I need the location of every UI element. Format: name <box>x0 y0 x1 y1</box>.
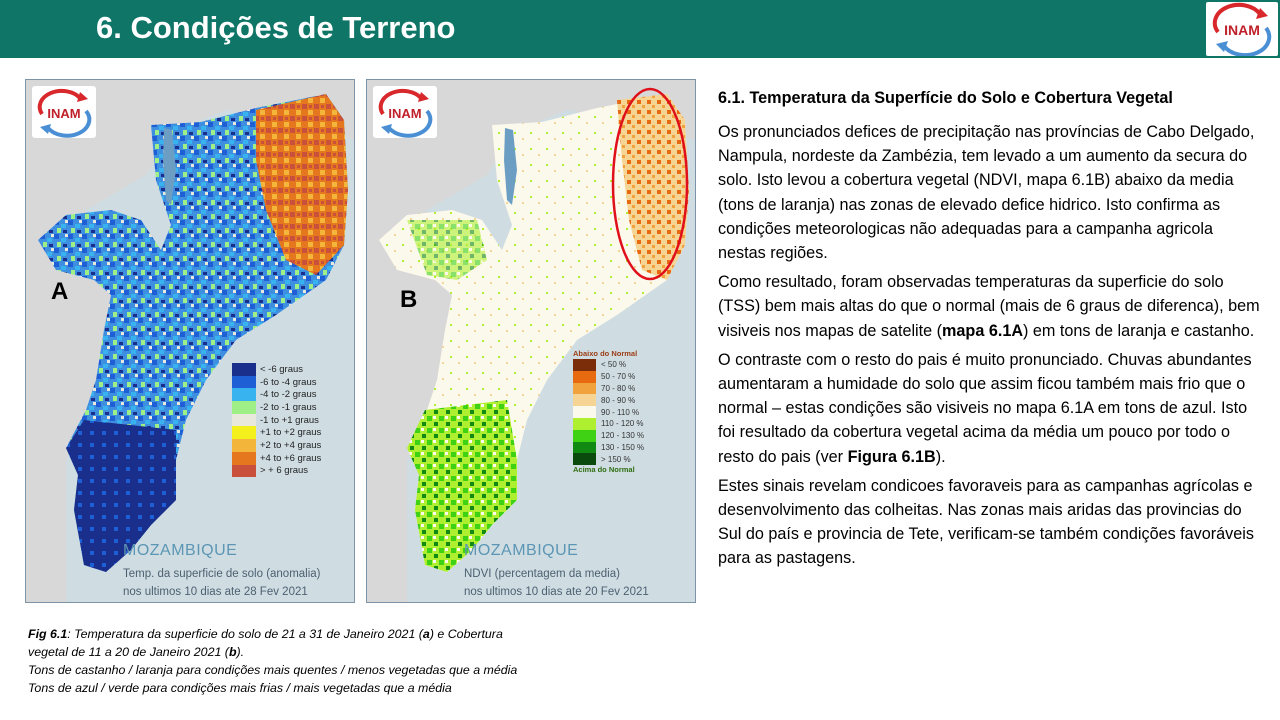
legend-label: 70 - 80 % <box>601 383 636 393</box>
legend-swatch <box>232 439 256 452</box>
text-column <box>718 89 1263 576</box>
legend-label: 50 - 70 % <box>601 372 636 382</box>
legend-swatch <box>232 426 256 439</box>
paragraph-text: ). <box>935 447 946 466</box>
legend-row <box>573 418 678 430</box>
legend-swatch <box>573 430 596 442</box>
legend-row <box>232 465 344 478</box>
map-a-logo-text: INAM <box>47 106 81 121</box>
section-heading: 6.1. Temperatura da Superfície do Solo e Cobertura Vegetal <box>718 89 1173 107</box>
caption-line: Tons de azul / verde para condições mais frias / mais vegetadas que a média <box>28 681 452 695</box>
legend-row <box>232 414 344 427</box>
page-title: 6. Condições de Terreno <box>96 10 456 45</box>
paragraph-text: ) em tons de laranja e castanho. <box>1023 321 1255 340</box>
legend-swatch <box>573 394 596 406</box>
paragraph-4: Estes sinais revelam condicoes favoraveis para as campanhas agrícolas e desenvolvimento das colheitas. Nas zonas mais aridas das provincias do Sul do país e provincia de Tete, verificam-se também condições favoráveis para as pastagens. <box>718 476 1254 568</box>
paragraph-bold: mapa 6.1A <box>942 321 1024 340</box>
legend-label: 120 - 130 % <box>601 431 645 441</box>
map-b-panel <box>366 79 696 603</box>
legend-label: +2 to +4 graus <box>260 439 322 451</box>
caption-ref-b: b <box>228 645 237 659</box>
legend-label: 80 - 90 % <box>601 395 636 405</box>
legend-row <box>573 430 678 442</box>
legend-swatch <box>573 359 596 371</box>
legend-swatch <box>573 406 596 418</box>
map-a-panel <box>25 79 355 603</box>
map-a-caption-line2: nos ultimos 10 dias ate 28 Fev 2021 <box>123 586 308 598</box>
legend-swatch <box>573 442 596 454</box>
legend-label: > 150 % <box>601 454 631 464</box>
legend-swatch <box>232 388 256 401</box>
legend-row <box>232 363 344 376</box>
caption-line <box>28 643 628 661</box>
legend-row <box>573 453 678 465</box>
legend-row <box>232 452 344 465</box>
legend-label: +4 to +6 graus <box>260 452 322 464</box>
legend-row <box>232 401 344 414</box>
figure-caption <box>28 625 628 697</box>
caption-text: : Temperatura da superficie do solo de 21 a 31 de Janeiro 2021 ( <box>67 627 423 641</box>
legend-label: +1 to +2 graus <box>260 427 322 439</box>
map-b-caption-line2: nos ultimos 10 dias ate 20 Fev 2021 <box>464 586 649 598</box>
paragraph-2 <box>718 270 1263 343</box>
legend-label: -2 to -1 graus <box>260 401 317 413</box>
paragraph-1: Os pronunciados defices de precipitação nas províncias de Cabo Delgado, Nampula, nordeste da Zambézia, tem levado a um aumento da secura do solo. Isto levou a cobertura vegetal (NDVI, mapa 6.1B) abaixo da media (tons de laranja) nas zonas de elevado defice hidrico. Isto confirma as condições meteorologicas não adequadas para a campanha agricola nestas regiões. <box>718 123 1255 263</box>
legend-swatch <box>573 418 596 430</box>
map-b-letter: B <box>400 286 418 313</box>
header-bar <box>0 0 1280 58</box>
caption-text: ) e Cobertura <box>429 627 503 641</box>
legend-swatch <box>232 363 256 376</box>
legend-row <box>573 442 678 454</box>
legend-label: 90 - 110 % <box>601 407 640 417</box>
legend-row <box>573 371 678 383</box>
caption-text: ). <box>236 645 245 659</box>
map-a-legend <box>232 363 344 477</box>
paragraph-3 <box>718 348 1263 469</box>
map-a-logo <box>32 86 96 138</box>
legend-label: 110 - 120 % <box>601 419 644 429</box>
legend-row <box>232 376 344 389</box>
map-b-canvas <box>367 80 695 602</box>
legend-swatch <box>232 414 256 427</box>
legend-swatch <box>232 401 256 414</box>
caption-ref-a: a <box>422 627 430 641</box>
legend-row <box>232 426 344 439</box>
legend-swatch <box>232 452 256 465</box>
paragraph-text: Como resultado, foram observadas temperaturas da superficie do solo (TSS) bem mais altas do que o normal (mais de 6 graus de diferenca), bem visiveis nos mapas de satelite ( <box>718 273 1260 340</box>
legend-row <box>232 388 344 401</box>
legend-label: < 50 % <box>601 360 627 370</box>
paragraph-text: O contraste com o resto do pais é muito pronunciado. Chuvas abundantes aumentaram a humidade do solo que assim ficou também mais frio que o normal – estas condições são visiveis no mapa 6.1A em tons de azul. Isto foi resultado da cobertura vegetal acima da média um pouco por todo o resto do pais (ver <box>718 350 1252 466</box>
legend-swatch <box>573 371 596 383</box>
caption-line: Tons de castanho / laranja para condições mais quentes / menos vegetadas que a média <box>28 663 518 677</box>
legend-swatch <box>232 376 256 389</box>
legend-label: > + 6 graus <box>260 465 309 477</box>
legend-label: < -6 graus <box>260 363 304 375</box>
legend-row <box>573 394 678 406</box>
inam-logo <box>1206 2 1278 56</box>
legend-label: -4 to -2 graus <box>260 389 317 401</box>
legend-label: -6 to -4 graus <box>260 376 317 388</box>
fig-label: Fig 6.1 <box>28 627 68 641</box>
map-a-country: MOZAMBIQUE <box>123 542 238 559</box>
legend-row <box>573 359 678 371</box>
map-a-caption-line1: Temp. da superficie de solo (anomalia) <box>123 568 321 580</box>
paragraph-bold: Figura 6.1B <box>847 447 936 466</box>
map-a-letter: A <box>51 278 69 305</box>
legend-swatch <box>232 465 256 478</box>
map-a-canvas <box>26 80 354 602</box>
legend-label: -1 to +1 graus <box>260 414 319 426</box>
map-b-logo-text: INAM <box>388 106 422 121</box>
legend-label: 130 - 150 % <box>601 442 645 452</box>
legend-header: Abaixo do Normal <box>573 349 638 358</box>
legend-swatch <box>573 453 596 465</box>
legend-footer: Acima do Normal <box>573 465 635 475</box>
map-b-legend <box>573 349 678 475</box>
caption-line <box>28 625 628 643</box>
map-b-logo <box>373 86 437 138</box>
map-b-caption-line1: NDVI (percentagem da media) <box>464 568 620 580</box>
legend-row <box>232 439 344 452</box>
legend-row <box>573 383 678 395</box>
logo-text: INAM <box>1224 22 1260 38</box>
legend-swatch <box>573 383 596 395</box>
map-b-country: MOZAMBIQUE <box>464 542 579 559</box>
legend-row <box>573 406 678 418</box>
caption-text: vegetal de 11 a 20 de Janeiro 2021 ( <box>28 645 229 659</box>
